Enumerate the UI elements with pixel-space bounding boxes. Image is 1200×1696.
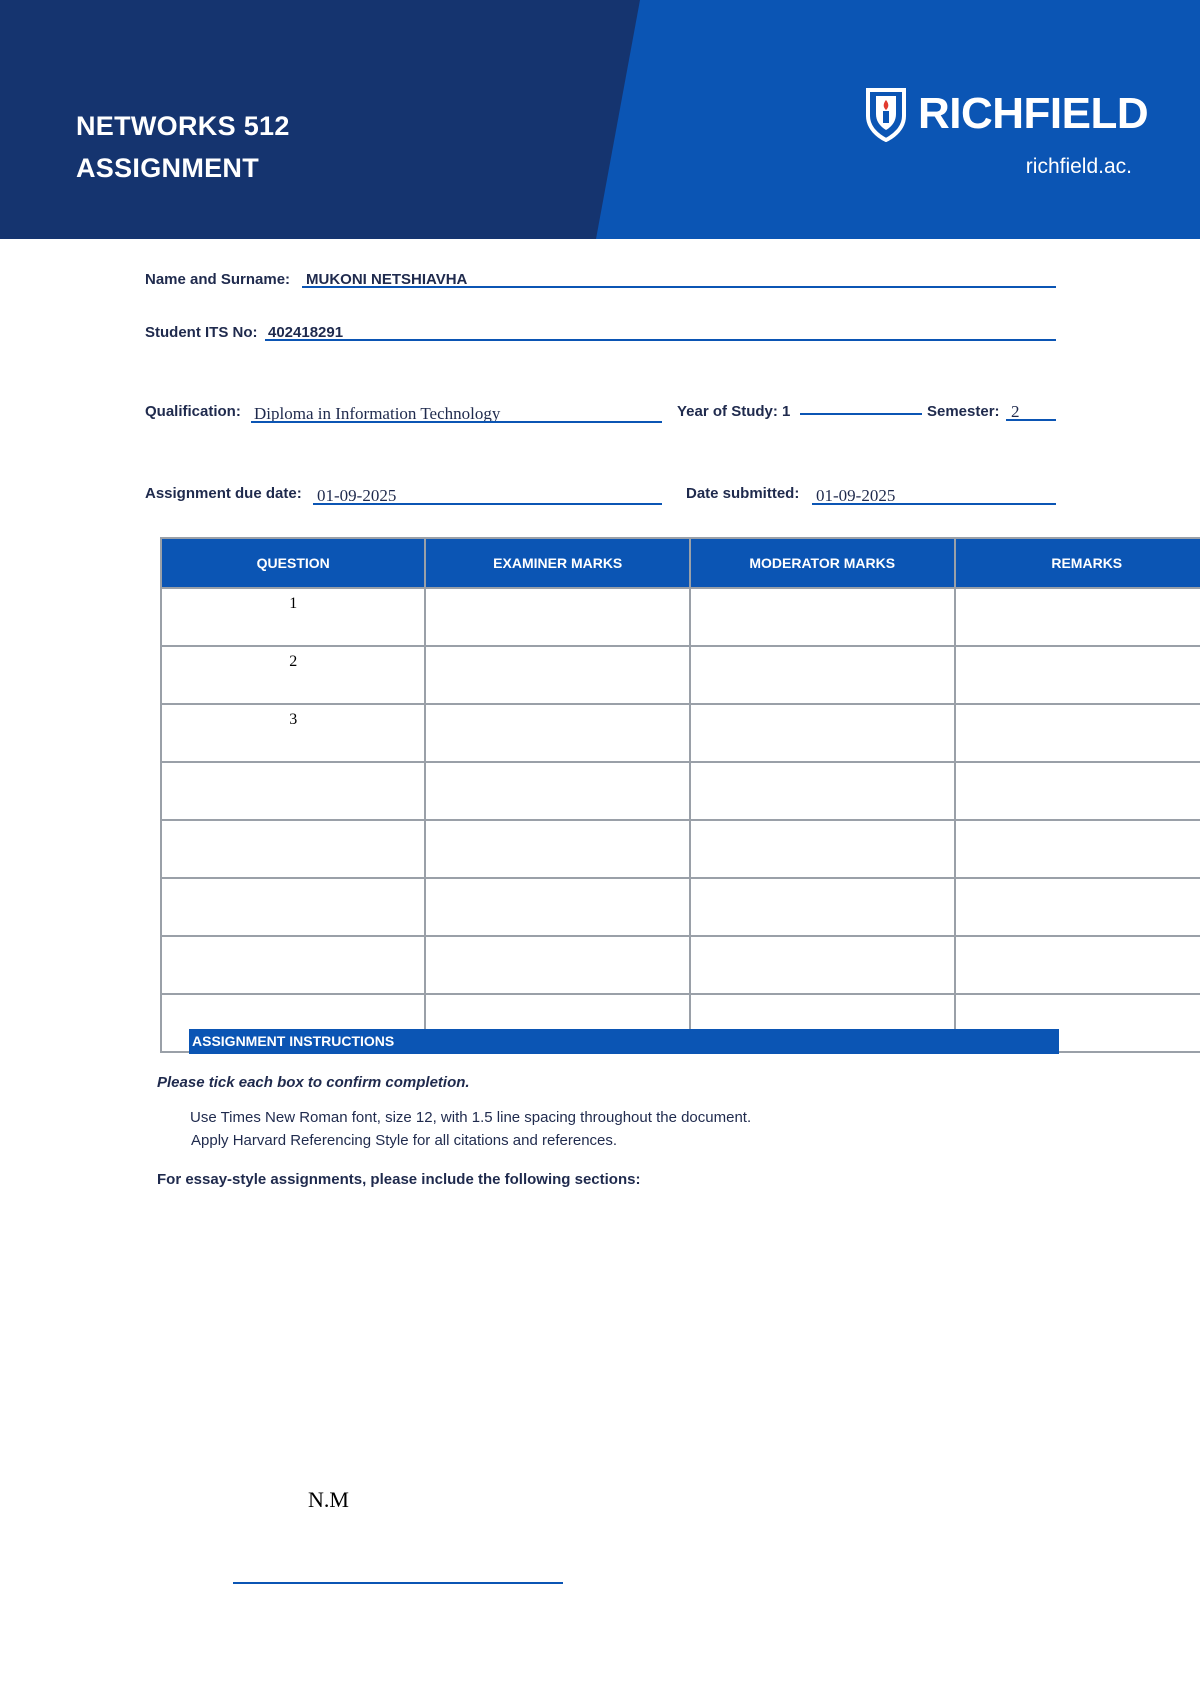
year-of-study-label: Year of Study: 1 — [677, 403, 791, 420]
due-date-underline — [313, 503, 662, 505]
remarks-cell[interactable] — [955, 704, 1200, 762]
column-header-moderator-marks: MODERATOR MARKS — [690, 538, 955, 588]
moderator-marks-cell[interactable] — [690, 936, 955, 994]
table-header-row — [161, 538, 1200, 588]
year-underline — [800, 413, 922, 415]
question-cell: 2 — [161, 646, 425, 704]
semester-value: 2 — [1011, 402, 1020, 421]
qualification-label: Qualification: — [145, 403, 241, 420]
qualification-underline — [251, 421, 662, 423]
shield-torch-icon — [864, 86, 908, 142]
submitted-date-underline — [812, 503, 1056, 505]
column-header-question: QUESTION — [161, 538, 425, 588]
remarks-cell[interactable] — [955, 878, 1200, 936]
brand-logo — [864, 86, 1148, 142]
signature-initials: N.M — [308, 1487, 349, 1512]
examiner-marks-cell[interactable] — [425, 704, 689, 762]
instructions-note: Please tick each box to confirm completion. — [157, 1074, 470, 1091]
moderator-marks-cell[interactable] — [690, 588, 955, 646]
column-header-remarks: REMARKS — [955, 538, 1200, 588]
table-row — [161, 762, 1200, 820]
instruction-item-referencing: Apply Harvard Referencing Style for all citations and references. — [191, 1132, 618, 1149]
due-date-value: 01-09-2025 — [317, 486, 397, 505]
moderator-marks-cell[interactable] — [690, 646, 955, 704]
essay-sections-heading: For essay-style assignments, please include the following sections: — [157, 1171, 641, 1188]
submitted-date-label: Date submitted: — [686, 485, 800, 502]
website-text: richfield.ac. — [1025, 155, 1132, 178]
its-value: 402418291 — [268, 324, 344, 341]
header-banner — [0, 0, 1200, 239]
column-header-examiner-marks: EXAMINER MARKS — [425, 538, 689, 588]
question-cell: 1 — [161, 588, 425, 646]
document-type-title: ASSIGNMENT — [76, 153, 260, 183]
table-row — [161, 704, 1200, 762]
moderator-marks-cell[interactable] — [690, 704, 955, 762]
its-underline — [265, 339, 1056, 341]
name-underline — [302, 286, 1056, 288]
table-row — [161, 646, 1200, 704]
semester-underline — [1006, 419, 1056, 421]
semester-label: Semester: — [927, 403, 1000, 420]
instruction-item-font: Use Times New Roman font, size 12, with 1.5 line spacing throughout the document. — [190, 1109, 752, 1126]
question-cell: 3 — [161, 704, 425, 762]
brand-name: RICHFIELD — [918, 89, 1149, 138]
table-row — [161, 820, 1200, 878]
moderator-marks-cell[interactable] — [690, 762, 955, 820]
remarks-cell[interactable] — [955, 588, 1200, 646]
table-row — [161, 878, 1200, 936]
signature-line — [233, 1582, 563, 1584]
qualification-value: Diploma in Information Technology — [254, 404, 501, 423]
examiner-marks-cell[interactable] — [425, 646, 689, 704]
examiner-marks-cell[interactable] — [425, 936, 689, 994]
examiner-marks-cell[interactable] — [425, 588, 689, 646]
its-label: Student ITS No: — [145, 324, 258, 341]
due-date-label: Assignment due date: — [145, 485, 302, 502]
question-cell — [161, 936, 425, 994]
question-cell — [161, 820, 425, 878]
examiner-marks-cell[interactable] — [425, 762, 689, 820]
moderator-marks-cell[interactable] — [690, 820, 955, 878]
remarks-cell[interactable] — [955, 936, 1200, 994]
moderator-marks-cell[interactable] — [690, 878, 955, 936]
name-value: MUKONI NETSHIAVHA — [306, 271, 468, 288]
table-row — [161, 588, 1200, 646]
remarks-cell[interactable] — [955, 820, 1200, 878]
question-cell — [161, 878, 425, 936]
instructions-heading: ASSIGNMENT INSTRUCTIONS — [189, 1029, 1059, 1054]
course-title: NETWORKS 512 — [76, 111, 290, 141]
submitted-date-value: 01-09-2025 — [816, 486, 896, 505]
examiner-marks-cell[interactable] — [425, 878, 689, 936]
table-row — [161, 936, 1200, 994]
name-label: Name and Surname: — [145, 271, 291, 288]
examiner-marks-cell[interactable] — [425, 820, 689, 878]
remarks-cell[interactable] — [955, 762, 1200, 820]
question-cell — [161, 762, 425, 820]
marks-table — [160, 537, 1200, 1053]
remarks-cell[interactable] — [955, 646, 1200, 704]
